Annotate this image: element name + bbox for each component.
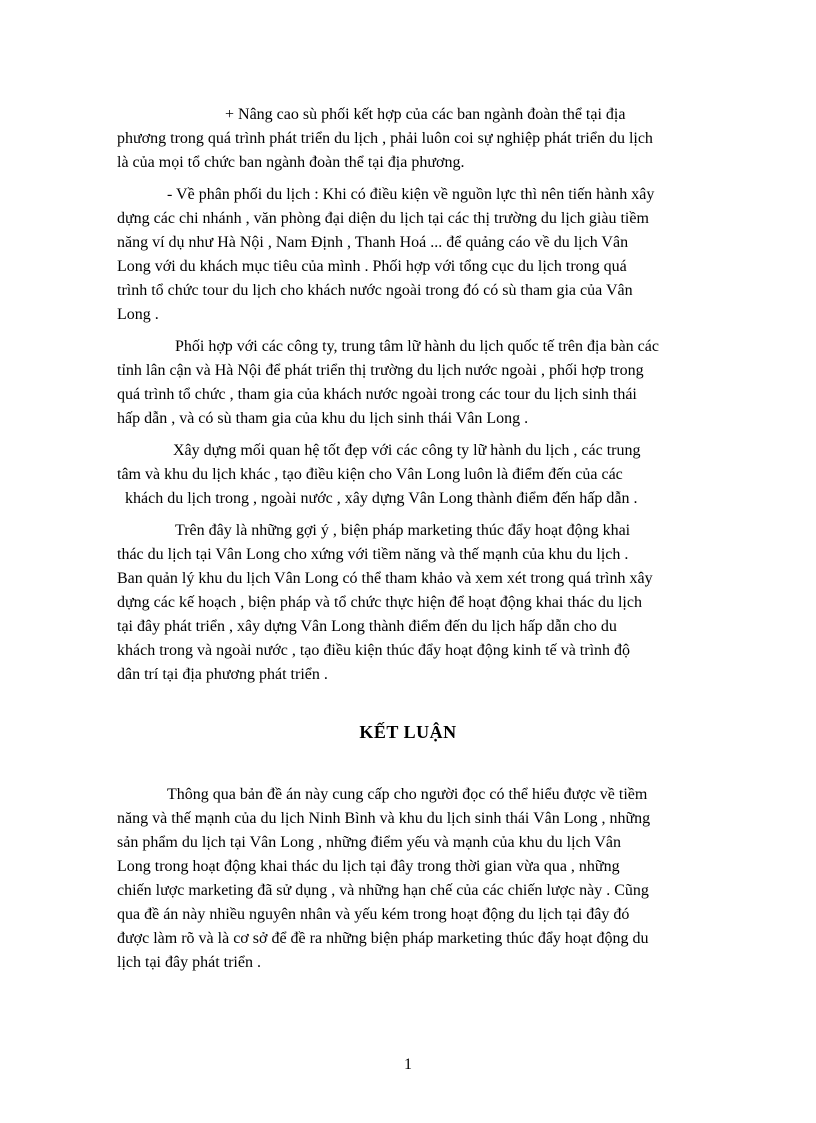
- conclusion-heading: KẾT LUẬN: [359, 722, 457, 742]
- paragraph-line: khách du lịch trong , ngoài nước , xây dựng Vân Long thành điểm đến hấp dẫn .: [125, 490, 638, 507]
- paragraph-line: quá trình tổ chức , tham gia của khách nước ngoài trong các tour du lịch sinh thái: [117, 386, 637, 403]
- paragraph-line: Long trong hoạt động khai thác du lịch tại đây trong thời gian vừa qua , những: [117, 858, 620, 875]
- page-number: 1: [404, 1056, 412, 1073]
- paragraph-line: qua đề án này nhiều nguyên nhân và yếu kém trong hoạt động du lịch tại đây đó: [117, 906, 630, 923]
- paragraph-line: thác du lịch tại Vân Long cho xứng với tiềm năng và thế mạnh của khu du lịch .: [117, 546, 629, 563]
- paragraph-line: trình tổ chức tour du lịch cho khách nước ngoài trong đó có sù tham gia của Vân: [117, 282, 633, 299]
- paragraph-summary: [117, 519, 717, 687]
- paragraph-conclusion: [117, 783, 717, 975]
- paragraph-line: được làm rõ và là cơ sở để đề ra những biện pháp marketing thúc đẩy hoạt động du: [117, 930, 649, 947]
- paragraph-coordination: [117, 103, 717, 175]
- paragraph-line: hấp dẫn , và có sù tham gia của khu du lịch sinh thái Vân Long .: [117, 410, 529, 427]
- paragraph-line: là của mọi tổ chức ban ngành đoàn thể tại địa phương.: [117, 154, 465, 171]
- paragraph-line: chiến lược marketing đã sử dụng , và những hạn chế của các chiến lược này . Cũng: [117, 882, 649, 899]
- paragraph-line: tại đây phát triển , xây dựng Vân Long thành điểm đến du lịch hấp dẫn cho du: [117, 618, 617, 635]
- paragraph-line: Long .: [117, 306, 159, 323]
- paragraph-line: Ban quản lý khu du lịch Vân Long có thể tham khảo và xem xét trong quá trình xây: [117, 570, 653, 587]
- paragraph-line: khách trong và ngoài nước , tạo điều kiện thúc đẩy hoạt động kinh tế và trình độ: [117, 642, 631, 659]
- paragraph-line: tâm và khu du lịch khác , tạo điều kiện cho Vân Long luôn là điểm đến của các: [117, 466, 623, 483]
- paragraph-line: dựng các chi nhánh , văn phòng đại diện du lịch tại các thị trường du lịch giàu tiềm: [117, 210, 649, 227]
- paragraph-line: Long với du khách mục tiêu của mình . Phối hợp với tổng cục du lịch trong quá: [117, 258, 627, 275]
- paragraph-distribution: [117, 183, 717, 327]
- paragraph-line: sản phẩm du lịch tại Vân Long , những điểm yếu và mạnh của khu du lịch Vân: [117, 834, 621, 851]
- paragraph-partnership: [117, 335, 717, 431]
- paragraph-line: Trên đây là những gợi ý , biện pháp marketing thúc đẩy hoạt động khai: [175, 522, 631, 539]
- paragraph-line: lịch tại đây phát triển .: [117, 954, 261, 971]
- paragraph-line: tỉnh lân cận và Hà Nội để phát triển thị trường du lịch nước ngoài , phối hợp trong: [117, 362, 644, 379]
- paragraph-line: dựng các kế hoạch , biện pháp và tổ chức thực hiện để hoạt động khai thác du lịch: [117, 594, 642, 611]
- paragraph-line: năng ví dụ như Hà Nội , Nam Định , Thanh Hoá ... để quảng cáo về du lịch Vân: [117, 234, 629, 251]
- paragraph-line: phương trong quá trình phát triển du lịch , phải luôn coi sự nghiệp phát triển du lịch: [117, 130, 653, 147]
- paragraph-line: Xây dựng mối quan hệ tốt đẹp với các công ty lữ hành du lịch , các trung: [173, 442, 641, 459]
- paragraph-relationships: [117, 439, 717, 511]
- paragraph-line: năng và thế mạnh của du lịch Ninh Bình và khu du lịch sinh thái Vân Long , những: [117, 810, 651, 827]
- paragraph-line: + Nâng cao sù phối kết hợp của các ban ngành đoàn thể tại địa: [225, 106, 626, 123]
- paragraph-line: Phối hợp với các công ty, trung tâm lữ hành du lịch quốc tế trên địa bàn các: [175, 338, 659, 355]
- paragraph-line: dân trí tại địa phương phát triển .: [117, 666, 328, 683]
- paragraph-line: - Về phân phối du lịch : Khi có điều kiện về nguồn lực thì nên tiến hành xây: [167, 186, 655, 203]
- paragraph-line: Thông qua bản đề án này cung cấp cho người đọc có thể hiểu được về tiềm: [167, 786, 648, 803]
